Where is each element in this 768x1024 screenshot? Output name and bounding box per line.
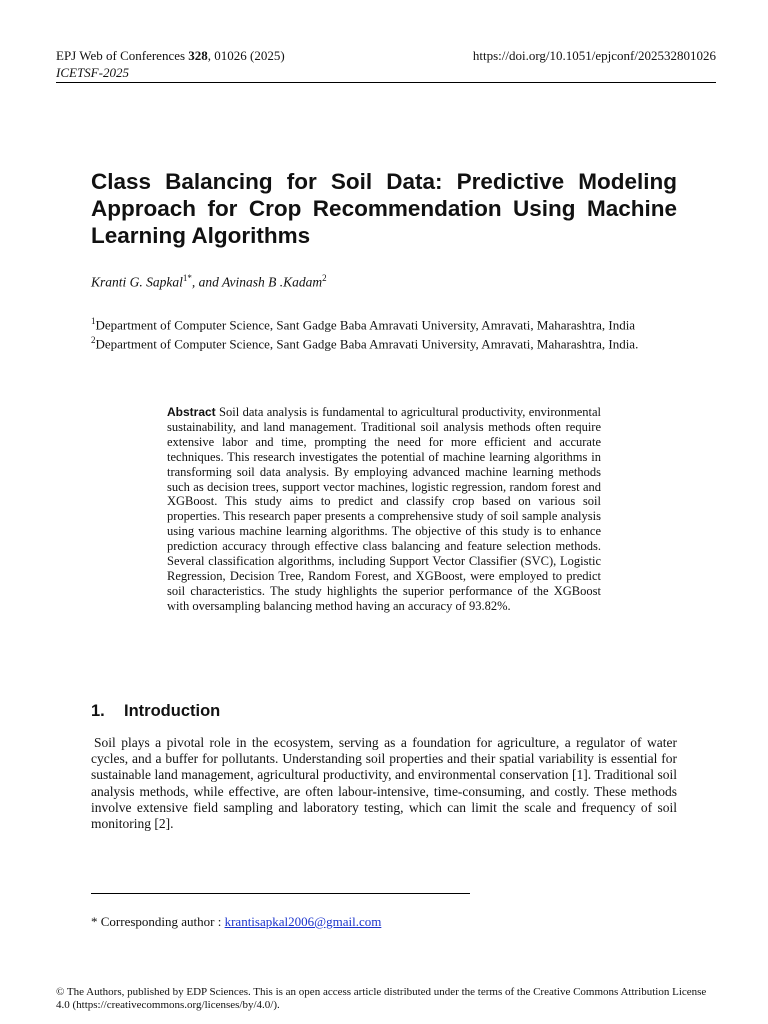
journal-citation <box>56 47 285 81</box>
paper-title: Class Balancing for Soil Data: Predictive Modeling Approach for Crop Recommendation Using Machine Learning Algorithms <box>91 169 677 248</box>
affiliation-1-marker: 1 <box>91 316 96 326</box>
affiliation-1-text: Department of Computer Science, Sant Gadge Baba Amravati University, Amravati, Maharashtra, India <box>95 317 636 333</box>
abstract-label: Abstract <box>167 405 216 419</box>
journal-issue: , 01026 (2025) <box>207 48 285 63</box>
footnote <box>91 914 381 930</box>
affiliation-2-marker: 2 <box>91 334 96 345</box>
doi-link[interactable]: https://doi.org/10.1051/epjconf/202532801026 <box>472 48 716 63</box>
author-email-link[interactable]: krantisapkal2006@gmail.com <box>224 914 382 929</box>
author-2: , and Avinash B .Kadam <box>191 274 323 290</box>
affiliation-2-text: Department of Computer Science, Sant Gadge Baba Amravati University, Amravati, Maharashtra, India. <box>95 336 639 352</box>
abstract-text: Soil data analysis is fundamental to agricultural productivity, environmental sustainability, and land management. Traditional soil analysis methods often require extensive labor and time, prompting the need for more efficient and accurate techniques. This research investigates the potential of machine learning algorithms in transforming soil data analysis. By employing advanced machine learning methods such as decision trees, support vector machines, logistic regression, random forest and XGBoost. This study aims to predict and classify crop based on various soil properties. This research paper presents a comprehensive study of soil sample analysis using various machine learning algorithms. The objective of this study is to enhance prediction accuracy through effective class balancing and feature selection methods. Several classification algorithms, including Support Vector Classifier (SVC), Logistic Regression, Decision Tree, Random Forest, and XGBoost, were employed to predict soil characteristics. The study highlights the superior performance of the XGBoost with oversampling balancing method having an accuracy of 93.82%. <box>167 405 601 613</box>
author-list <box>91 273 327 291</box>
journal-volume: 328 <box>188 48 208 63</box>
section-number: 1. <box>91 702 105 720</box>
introduction-paragraph: Soil plays a pivotal role in the ecosystem, serving as a foundation for agriculture, a regulator of water cycles, and a buffer for pollutants. Understanding soil properties and their spatial variability is essential for sustainable land management, agricultural productivity, and environmental conservation [1]. Traditional soil analysis methods, while effective, are often labour-intensive, time-consuming, and costly. These methods involve extensive field sampling and laboratory testing, which can limit the scale and frequency of soil monitoring [2]. <box>91 735 677 832</box>
abstract <box>167 405 601 614</box>
section-heading-introduction <box>91 702 220 721</box>
footnote-divider <box>91 893 470 894</box>
journal-name: EPJ Web of Conferences <box>56 48 189 63</box>
affiliations <box>91 314 677 352</box>
section-title: Introduction <box>124 702 221 720</box>
footnote-label: * Corresponding author : <box>91 914 225 929</box>
license-notice: © The Authors, published by EDP Sciences. This is an open access article distributed under the terms of the Creative Commons Attribution License 4.0 (https://creativecommons.org/licenses/by/4.0/). <box>56 986 707 1011</box>
header-divider <box>56 82 716 83</box>
affiliation-1 <box>91 314 677 333</box>
affiliation-2 <box>91 333 677 352</box>
author-1: Kranti G. Sapkal <box>91 274 183 290</box>
author-2-affil: 2 <box>322 273 327 283</box>
author-1-affil: 1* <box>182 273 192 283</box>
conference-name: ICETSF-2025 <box>56 65 129 80</box>
